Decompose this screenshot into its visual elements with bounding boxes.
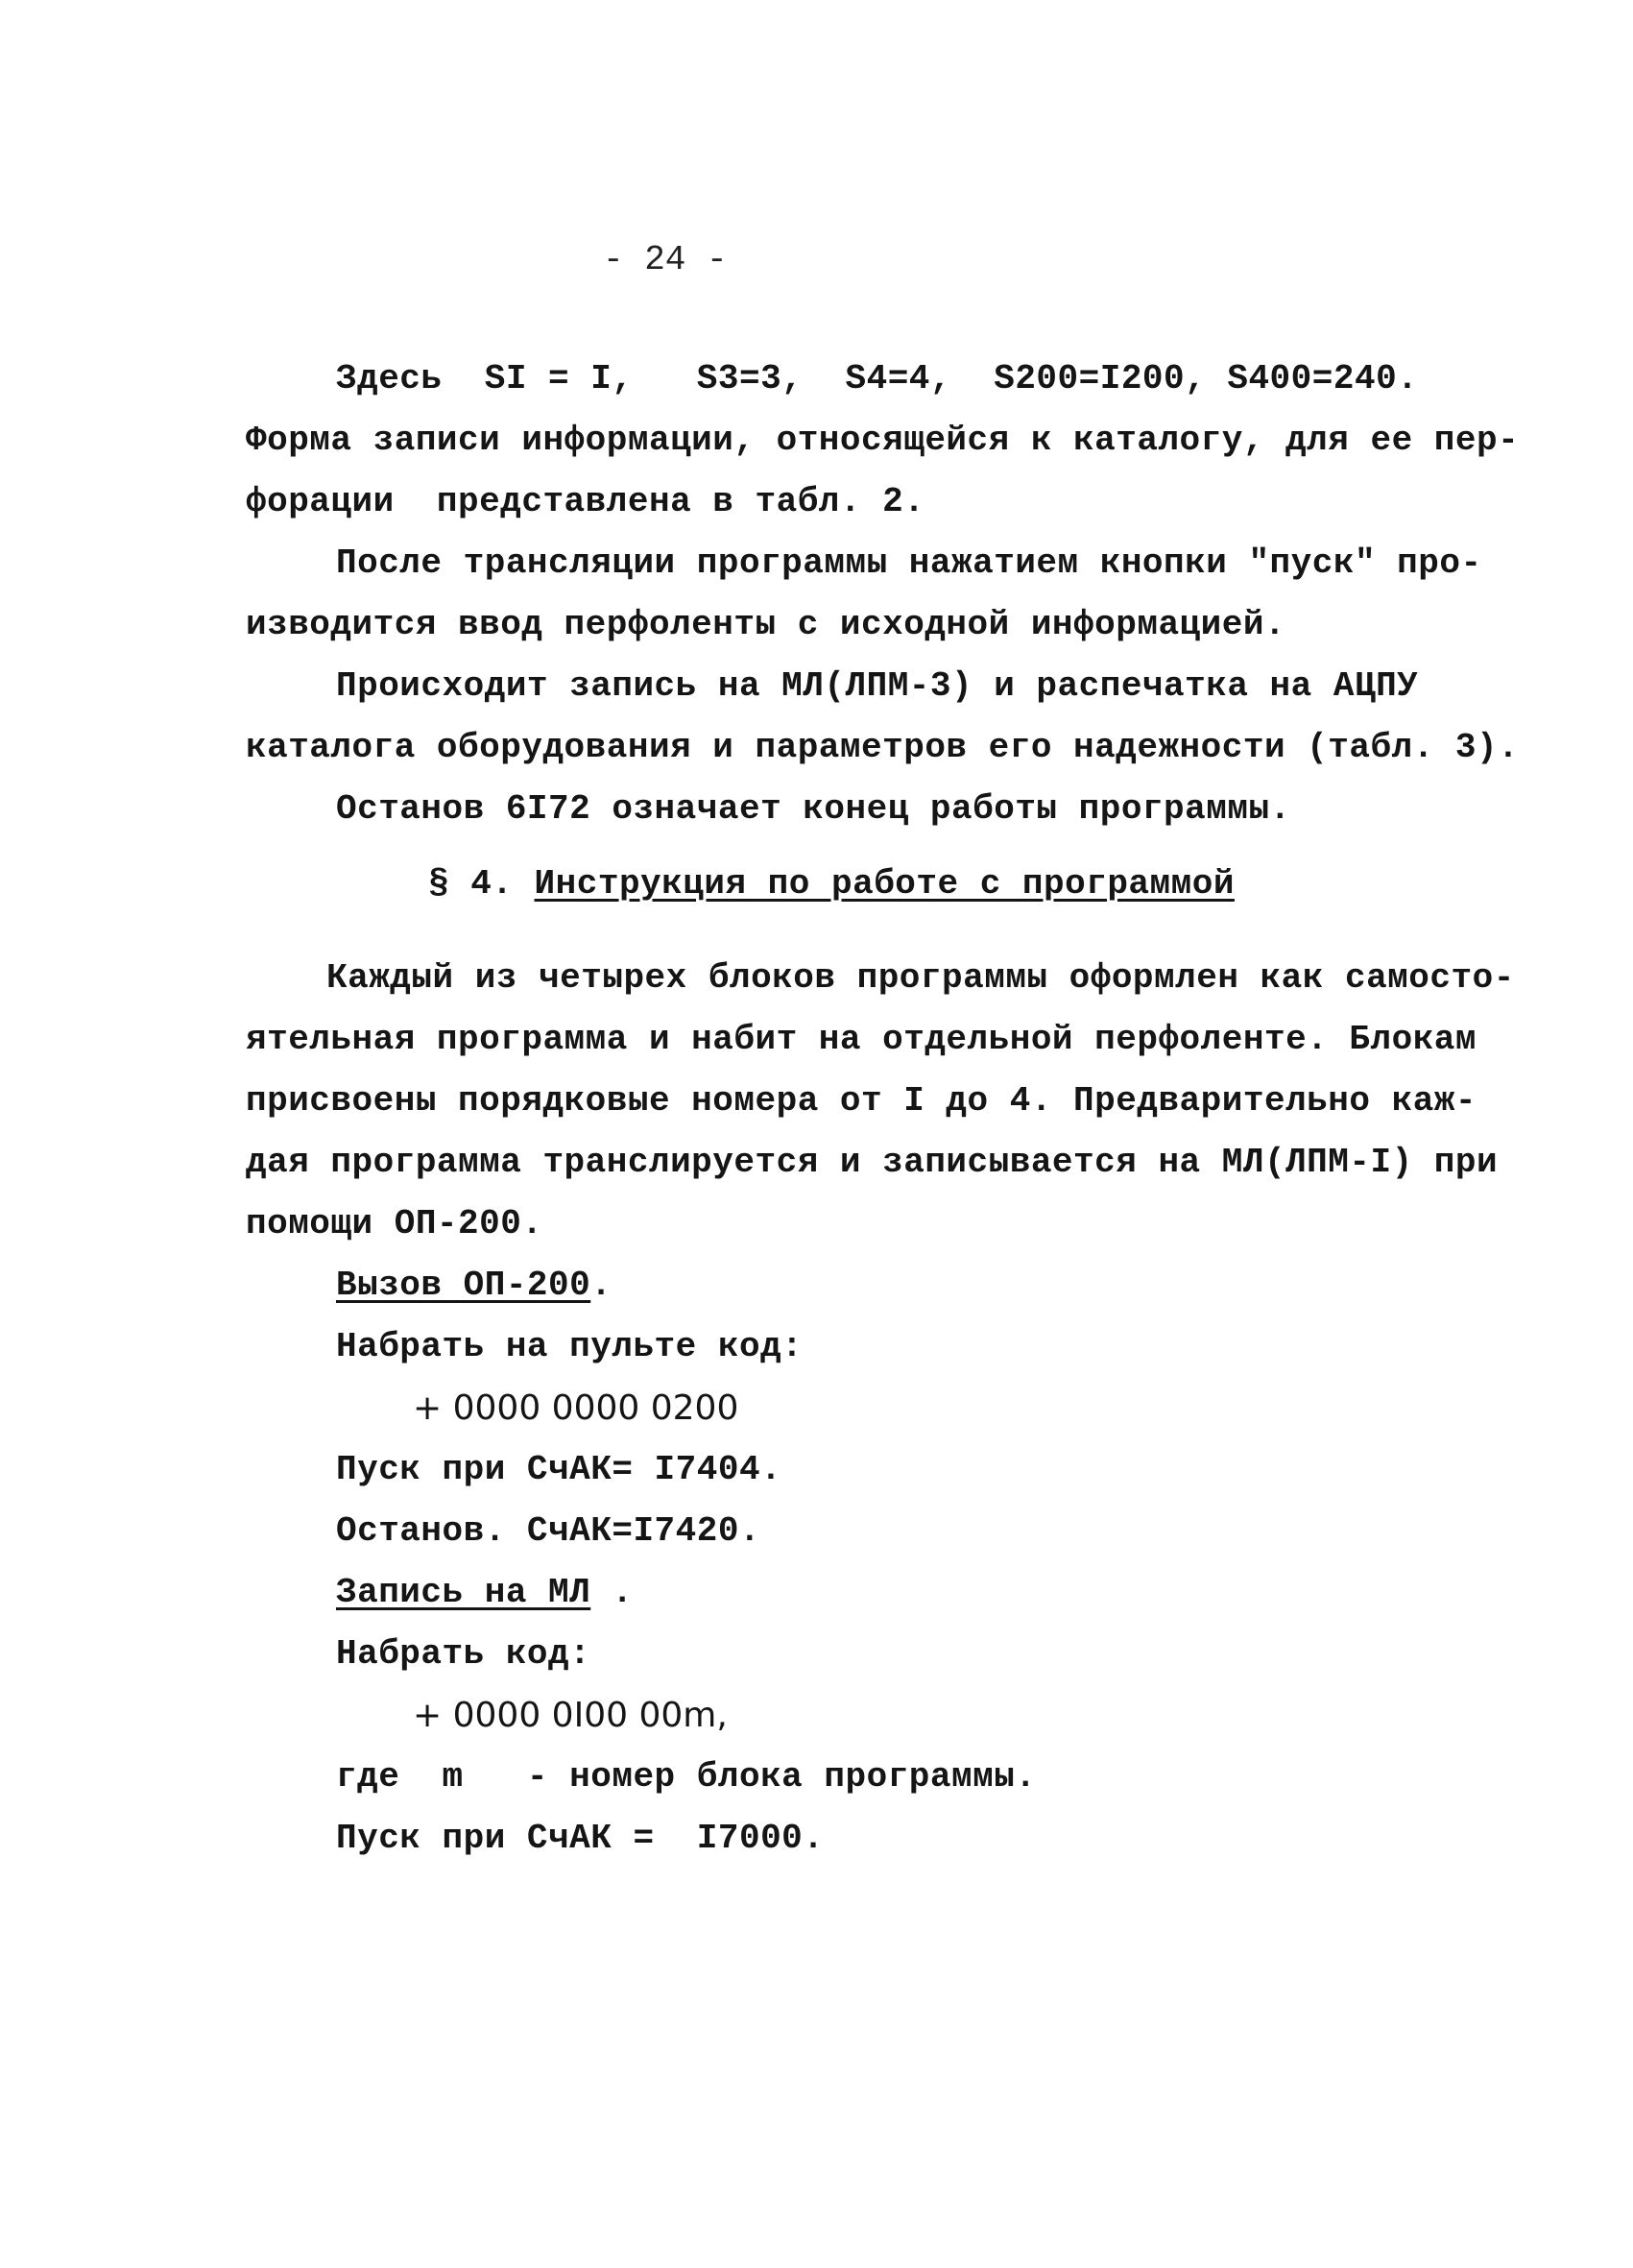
start-line-1: Пуск при СчАК= I7404. — [336, 1450, 782, 1489]
paragraph-5-line-4: дая программа транслируется и записывается на МЛ(ЛПМ-I) при — [246, 1143, 1499, 1182]
section-title: Инструкция по работе с программой — [534, 864, 1235, 904]
paragraph-5-line-2: ятельная программа и набит на отдельной перфоленте. Блокам — [246, 1020, 1477, 1059]
code-line-2: + 0000 0I00 00m, — [413, 1696, 728, 1735]
start-line-2: Пуск при СчАК = I7000. — [336, 1819, 825, 1858]
where-m-line: где m - номер блока программы. — [336, 1757, 1037, 1797]
paragraph-3-line-2: каталога оборудования и параметров его надежности (табл. 3). — [246, 728, 1520, 767]
call-op200-heading — [336, 1265, 612, 1307]
write-to-ml-heading — [336, 1572, 633, 1614]
paragraph-3-line-1: Происходит запись на МЛ(ЛПМ-3) и распечатка на АЦПУ — [336, 666, 1419, 706]
dial-on-panel-text: Набрать на пульте код: — [336, 1327, 804, 1366]
stop-line-1: Останов. СчАК=I7420. — [336, 1511, 761, 1551]
dial-code-text: Набрать код: — [336, 1634, 591, 1674]
paragraph-5-line-5: помощи ОП-200. — [246, 1204, 543, 1243]
call-op200-heading-dot: . — [590, 1266, 612, 1305]
call-op200-heading-text: Вызов ОП-200 — [336, 1266, 591, 1305]
paragraph-4-line-1: Останов 6I72 означает конец работы программы. — [336, 789, 1291, 829]
paragraph-1-line-3: форации представлена в табл. 2. — [246, 482, 925, 521]
section-symbol: § 4. — [428, 864, 535, 904]
section-heading — [428, 863, 1235, 905]
paragraph-1-line-2: Форма записи информации, относящейся к каталогу, для ее пер- — [246, 421, 1520, 460]
paragraph-2-line-2: изводится ввод перфоленты с исходной информацией. — [246, 605, 1286, 644]
write-to-ml-heading-text: Запись на МЛ — [336, 1573, 591, 1612]
page-number: - 24 - — [603, 240, 728, 279]
paragraph-2-line-1: После трансляции программы нажатием кнопки "пуск" про- — [336, 543, 1482, 583]
paragraph-5-line-1: Каждый из четырех блоков программы оформлен как самосто- — [326, 958, 1515, 998]
paragraph-5-line-3: присвоены порядковые номера от I до 4. Предварительно каж- — [246, 1081, 1477, 1121]
write-to-ml-heading-dot: . — [590, 1573, 634, 1612]
paragraph-1-line-1: Здесь SI = I, S3=3, S4=4, S200=I200, S400=240. — [336, 359, 1419, 398]
code-line-1: + 0000 0000 0200 — [413, 1388, 739, 1428]
